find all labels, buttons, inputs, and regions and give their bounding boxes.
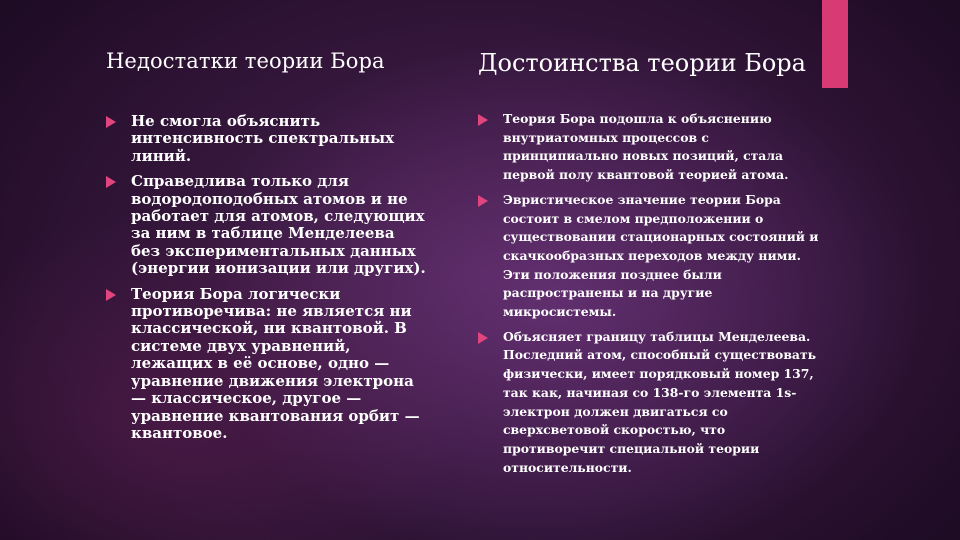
triangle-bullet-icon <box>106 176 116 188</box>
list-item <box>478 328 823 478</box>
list-item <box>106 113 426 165</box>
list-item-text: Теория Бора логически противоречива: не является ни классической, ни квантовой. В системе двух уравнений, лежащих в её основе, одно — уравнение движения электрона — классическое, другое — уравнение квантования орбит — квантовое. <box>131 284 420 442</box>
left-bullet-list <box>106 113 426 450</box>
triangle-bullet-icon <box>106 116 116 128</box>
right-bullet-list <box>478 110 823 483</box>
list-item-text: Теория Бора подошла к объяснению внутриатомных процессов с принципиально новых позиций, стала первой полу квантовой теорией атома. <box>503 111 789 183</box>
right-column-heading: Достоинства теории Бора <box>478 49 806 77</box>
triangle-bullet-icon <box>106 289 116 301</box>
list-item <box>106 286 426 443</box>
list-item-text: Объясняет границу таблицы Менделеева. Последний атом, способный существовать физически, имеет порядковый номер 137, так как, начиная со 138-го элемента 1s-электрон должен двигаться со сверхсветовой скоростью, что противоречит специальной теории относительности. <box>503 328 817 475</box>
list-item <box>106 173 426 277</box>
list-item-text: Не смогла объяснить интенсивность спектральных линий. <box>131 112 395 165</box>
triangle-bullet-icon <box>478 332 488 344</box>
triangle-bullet-icon <box>478 195 488 207</box>
list-item-text: Эвристическое значение теории Бора состоит в смелом предположении о существовании стационарных состояний и скачкообразных переходов между ними. Эти положения позднее были распространены и на другие микросистемы. <box>503 191 819 320</box>
list-item-text: Справедлива только для водородоподобных атомов и не работает для атомов, следующих за ним в таблице Менделеева без экспериментальных данных (энергии ионизации или других). <box>131 172 426 278</box>
list-item <box>478 191 823 322</box>
left-column-heading: Недостатки теории Бора <box>106 49 385 73</box>
list-item <box>478 110 823 185</box>
triangle-bullet-icon <box>478 114 488 126</box>
accent-bar <box>822 0 848 88</box>
